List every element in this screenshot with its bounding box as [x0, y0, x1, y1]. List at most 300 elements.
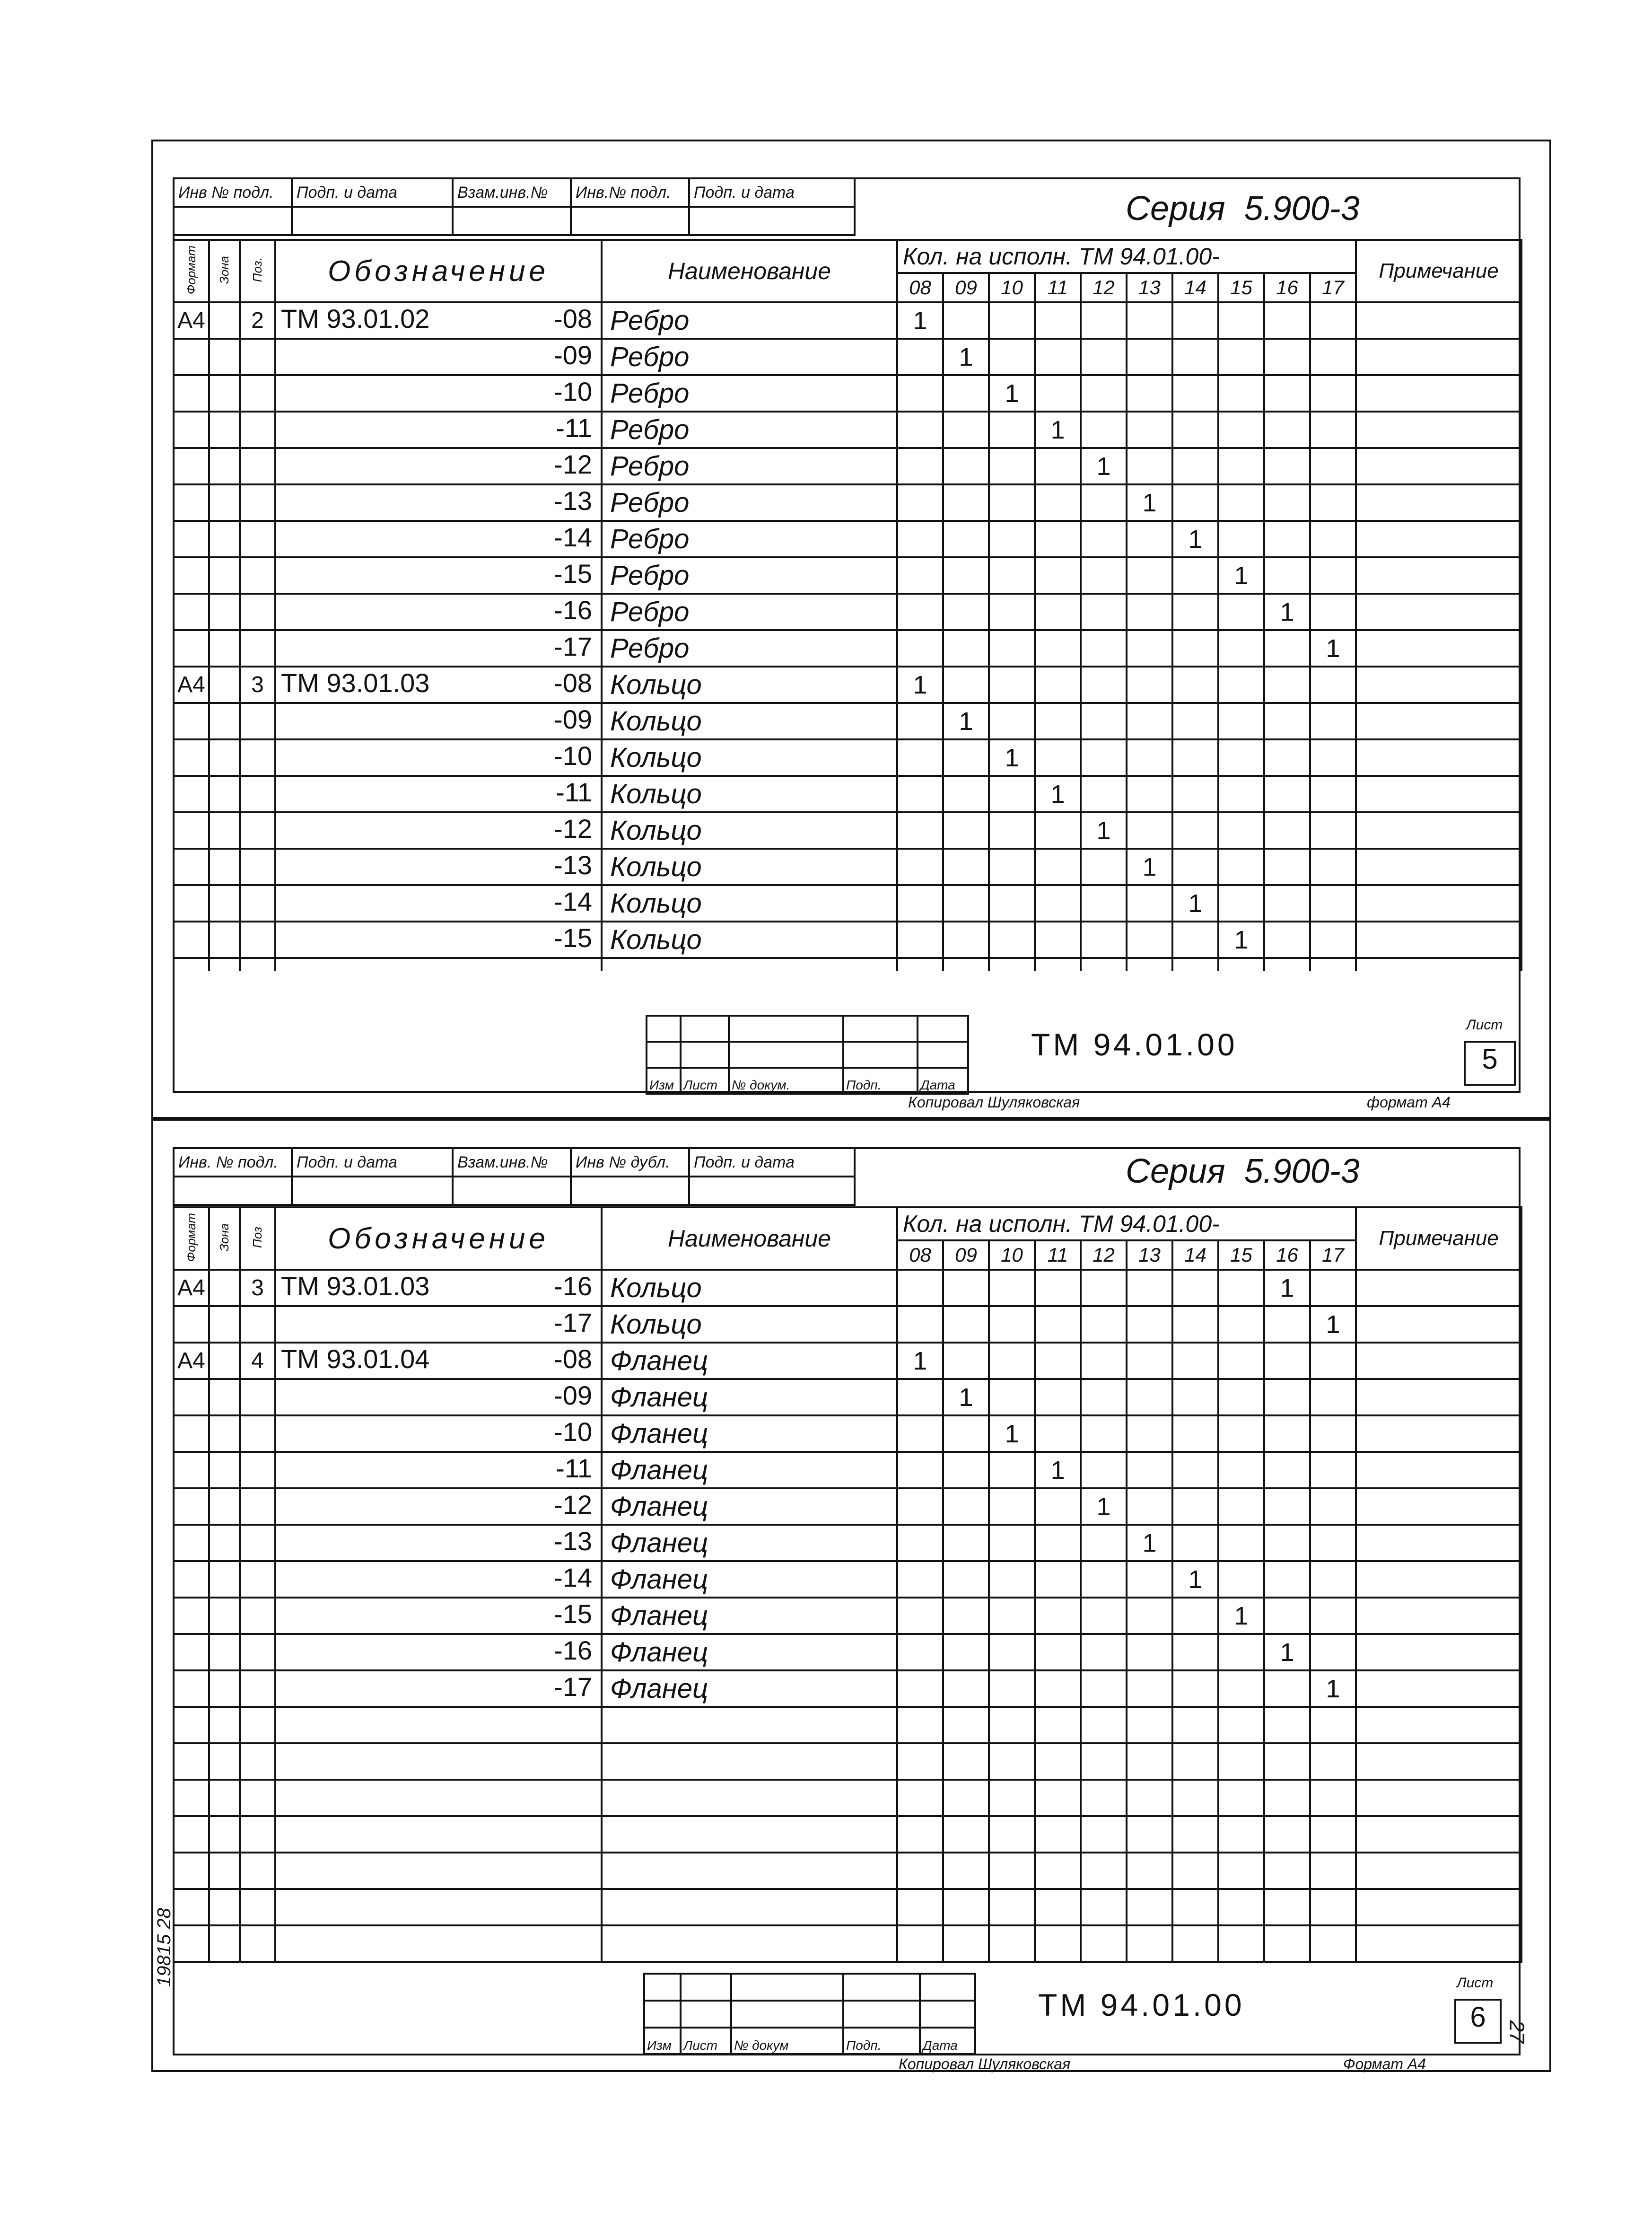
name-cell: Фланец: [602, 1452, 897, 1488]
empty-cell: [943, 1816, 989, 1853]
name-cell: Кольцо: [602, 849, 897, 885]
note-cell: [1356, 739, 1521, 776]
zone-cell: [209, 739, 240, 776]
format-cell: [174, 412, 209, 448]
designation-cell: [275, 339, 602, 375]
quantity-empty-cell: [1218, 521, 1264, 557]
quantity-empty-cell: [1081, 703, 1127, 739]
quantity-empty-cell: [1127, 922, 1172, 958]
quantity-empty-cell: [1264, 412, 1310, 448]
spec-row: [174, 1598, 1521, 1634]
designation-cell: [275, 1670, 602, 1707]
empty-cell: [1127, 1889, 1172, 1925]
variant-header: 11: [1035, 1240, 1081, 1270]
quantity-empty-cell: [1127, 448, 1172, 484]
quantity-empty-cell: [1127, 521, 1172, 557]
quantity-empty-cell: [1081, 1670, 1127, 1707]
designation-suffix: -12: [554, 449, 592, 479]
note-cell: [1356, 812, 1521, 849]
quantity-empty-cell: [1310, 703, 1356, 739]
quantity-empty-cell: [943, 1634, 989, 1670]
designation-cell: [275, 412, 602, 448]
variant-header: 12: [1081, 1240, 1127, 1270]
empty-cell: [897, 1743, 943, 1780]
quantity-empty-cell: [897, 1634, 943, 1670]
empty-cell: [1218, 1853, 1264, 1889]
position-cell: [240, 375, 275, 412]
name-cell: Ребро: [602, 557, 897, 594]
quantity-empty-cell: [1310, 667, 1356, 703]
format-cell: [174, 630, 209, 667]
position-cell: [240, 1634, 275, 1670]
note-cell: [1356, 1343, 1521, 1379]
quantity-empty-cell: [989, 1488, 1035, 1525]
quantity-empty-cell: [1081, 412, 1127, 448]
empty-cell: [1172, 1743, 1218, 1780]
designation-suffix: -12: [554, 814, 592, 843]
quantity-empty-cell: [1127, 594, 1172, 630]
position-cell: [240, 484, 275, 521]
quantity-empty-cell: [1172, 739, 1218, 776]
empty-cell: [275, 1889, 602, 1925]
quantity-empty-cell: [1172, 339, 1218, 375]
empty-cell: [1356, 1816, 1521, 1853]
col-header-designation: Обозначение: [275, 1207, 602, 1270]
quantity-empty-cell: [989, 1343, 1035, 1379]
zone-cell: [209, 1561, 240, 1598]
note-cell: [1356, 1270, 1521, 1306]
quantity-empty-cell: [897, 1488, 943, 1525]
tb-cell: № докум: [731, 2028, 843, 2054]
quantity-empty-cell: [1035, 448, 1081, 484]
empty-cell: [897, 1780, 943, 1816]
quantity-empty-cell: [1035, 339, 1081, 375]
col-header-note: Примечание: [1356, 240, 1521, 302]
filler-cell: [989, 958, 1035, 971]
series-label: Серия: [1126, 190, 1225, 228]
empty-cell: [1218, 1780, 1264, 1816]
quantity-empty-cell: [1081, 885, 1127, 922]
designation-suffix: -11: [556, 413, 592, 443]
spec-row: [174, 1561, 1521, 1598]
format-cell: [174, 1525, 209, 1561]
quantity-empty-cell: [1264, 1415, 1310, 1452]
empty-cell: [240, 1816, 275, 1853]
series-label: Серия: [1126, 1152, 1225, 1190]
quantity-empty-cell: [1172, 1270, 1218, 1306]
quantity-cell: 1: [1172, 521, 1218, 557]
position-cell: 4: [240, 1343, 275, 1379]
quantity-cell: 1: [1127, 849, 1172, 885]
position-cell: [240, 1525, 275, 1561]
quantity-empty-cell: [1127, 1670, 1172, 1707]
quantity-empty-cell: [1172, 594, 1218, 630]
quantity-empty-cell: [989, 1670, 1035, 1707]
name-cell: Фланец: [602, 1598, 897, 1634]
designation-cell: [275, 1452, 602, 1488]
position-cell: [240, 922, 275, 958]
spec-row: [174, 1343, 1521, 1379]
empty-cell: [1218, 1707, 1264, 1743]
quantity-empty-cell: [1310, 739, 1356, 776]
col-header-designation: Обозначение: [275, 240, 602, 302]
quantity-empty-cell: [1081, 1452, 1127, 1488]
sheet-1-title-code: ТМ 94.01.00: [1031, 1027, 1238, 1062]
note-cell: [1356, 375, 1521, 412]
designation-cell: [275, 812, 602, 849]
zone-cell: [209, 1270, 240, 1306]
position-cell: [240, 1415, 275, 1452]
quantity-empty-cell: [1218, 885, 1264, 922]
sheet-1-archive-header: [173, 177, 856, 236]
empty-row: [174, 1780, 1521, 1816]
variant-header: 16: [1264, 1240, 1310, 1270]
zone-cell: [209, 776, 240, 812]
position-cell: [240, 339, 275, 375]
quantity-empty-cell: [1127, 1415, 1172, 1452]
note-cell: [1356, 1488, 1521, 1525]
designation-cell: [275, 922, 602, 958]
quantity-empty-cell: [989, 630, 1035, 667]
quantity-empty-cell: [943, 812, 989, 849]
quantity-empty-cell: [943, 448, 989, 484]
quantity-empty-cell: [897, 375, 943, 412]
designation-base: ТМ 93.01.04: [281, 1344, 430, 1374]
empty-cell: [943, 1853, 989, 1889]
spec-row: [174, 1488, 1521, 1525]
name-cell: Ребро: [602, 339, 897, 375]
designation-cell: [275, 521, 602, 557]
quantity-empty-cell: [1264, 1525, 1310, 1561]
quantity-empty-cell: [1310, 922, 1356, 958]
quantity-empty-cell: [1127, 375, 1172, 412]
name-cell: Кольцо: [602, 1306, 897, 1343]
zone-cell: [209, 484, 240, 521]
quantity-empty-cell: [1127, 1561, 1172, 1598]
sheet-2-sheet-number: 6: [1454, 1999, 1502, 2044]
quantity-empty-cell: [1081, 594, 1127, 630]
filler-cell: [1035, 958, 1081, 971]
position-cell: [240, 739, 275, 776]
quantity-empty-cell: [1127, 302, 1172, 339]
quantity-empty-cell: [1127, 412, 1172, 448]
empty-cell: [1127, 1780, 1172, 1816]
quantity-empty-cell: [1035, 594, 1081, 630]
quantity-empty-cell: [1218, 375, 1264, 412]
col-header-name: Наименование: [602, 1207, 897, 1270]
archive-empty-cell: [453, 207, 571, 235]
col-header-note: Примечание: [1356, 1207, 1521, 1270]
note-cell: [1356, 849, 1521, 885]
quantity-empty-cell: [1081, 1634, 1127, 1670]
quantity-cell: 1: [1218, 557, 1264, 594]
note-cell: [1356, 922, 1521, 958]
quantity-empty-cell: [1264, 339, 1310, 375]
quantity-empty-cell: [943, 667, 989, 703]
empty-cell: [1035, 1853, 1081, 1889]
quantity-empty-cell: [1310, 1379, 1356, 1415]
archive-empty-cell: [689, 1177, 855, 1205]
position-cell: [240, 1379, 275, 1415]
name-cell: Фланец: [602, 1343, 897, 1379]
zone-cell: [209, 1525, 240, 1561]
position-cell: [240, 1561, 275, 1598]
quantity-empty-cell: [989, 1525, 1035, 1561]
name-cell: Фланец: [602, 1670, 897, 1707]
quantity-empty-cell: [989, 922, 1035, 958]
empty-cell: [943, 1889, 989, 1925]
archive-cell: Инв.№ подл.: [571, 178, 689, 207]
quantity-empty-cell: [1264, 1379, 1310, 1415]
quantity-empty-cell: [1035, 1598, 1081, 1634]
designation-suffix: -11: [556, 1453, 592, 1483]
variant-header: 16: [1264, 273, 1310, 302]
quantity-empty-cell: [1310, 448, 1356, 484]
note-cell: [1356, 302, 1521, 339]
archive-empty-cell: [292, 1177, 453, 1205]
quantity-empty-cell: [943, 1343, 989, 1379]
variant-header: 12: [1081, 273, 1127, 302]
name-cell: Ребро: [602, 630, 897, 667]
empty-cell: [602, 1780, 897, 1816]
quantity-empty-cell: [1218, 1488, 1264, 1525]
quantity-empty-cell: [1081, 1415, 1127, 1452]
position-cell: [240, 1306, 275, 1343]
empty-cell: [1127, 1743, 1172, 1780]
format-cell: А4: [174, 302, 209, 339]
designation-suffix: -16: [554, 1635, 592, 1665]
side-margin-note: 19815 28: [154, 1908, 175, 1987]
designation-suffix: -09: [554, 340, 592, 370]
spec-row: [174, 739, 1521, 776]
spec-row: [174, 630, 1521, 667]
name-cell: Ребро: [602, 375, 897, 412]
designation-suffix: -13: [554, 1526, 592, 1556]
quantity-empty-cell: [1264, 1306, 1310, 1343]
format-cell: [174, 739, 209, 776]
quantity-empty-cell: [897, 1270, 943, 1306]
spec-row: [174, 849, 1521, 885]
quantity-empty-cell: [1310, 776, 1356, 812]
sheet-2-title-block-grid: [643, 1973, 976, 2055]
quantity-empty-cell: [1127, 776, 1172, 812]
quantity-empty-cell: [943, 594, 989, 630]
empty-cell: [1127, 1816, 1172, 1853]
empty-cell: [1218, 1743, 1264, 1780]
quantity-empty-cell: [943, 1415, 989, 1452]
empty-cell: [174, 1853, 209, 1889]
empty-cell: [1081, 1816, 1127, 1853]
quantity-empty-cell: [1081, 922, 1127, 958]
quantity-empty-cell: [1081, 776, 1127, 812]
empty-cell: [209, 1780, 240, 1816]
sheet-1-series: [1126, 189, 1360, 228]
quantity-empty-cell: [1035, 1525, 1081, 1561]
quantity-empty-cell: [897, 1306, 943, 1343]
quantity-empty-cell: [1172, 1634, 1218, 1670]
empty-cell: [1218, 1889, 1264, 1925]
designation-base: ТМ 93.01.03: [281, 668, 430, 698]
quantity-empty-cell: [1127, 1598, 1172, 1634]
quantity-empty-cell: [1035, 922, 1081, 958]
designation-cell: [275, 1306, 602, 1343]
quantity-empty-cell: [1035, 302, 1081, 339]
empty-cell: [897, 1853, 943, 1889]
quantity-empty-cell: [1310, 557, 1356, 594]
empty-cell: [989, 1889, 1035, 1925]
format-cell: [174, 339, 209, 375]
quantity-empty-cell: [989, 521, 1035, 557]
empty-cell: [209, 1853, 240, 1889]
filler-cell: [174, 958, 209, 971]
designation-cell: [275, 1270, 602, 1306]
series-value: 5.900-3: [1244, 1152, 1360, 1190]
empty-cell: [1310, 1889, 1356, 1925]
quantity-empty-cell: [943, 776, 989, 812]
designation-suffix: -11: [556, 777, 592, 807]
quantity-empty-cell: [1172, 1670, 1218, 1707]
quantity-cell: 1: [1310, 1670, 1356, 1707]
empty-cell: [1356, 1707, 1521, 1743]
note-cell: [1356, 1598, 1521, 1634]
quantity-empty-cell: [1310, 302, 1356, 339]
quantity-empty-cell: [897, 448, 943, 484]
format-cell: [174, 521, 209, 557]
designation-cell: [275, 594, 602, 630]
format-cell: [174, 776, 209, 812]
quantity-empty-cell: [1172, 1452, 1218, 1488]
designation-suffix: -12: [554, 1490, 592, 1519]
sheet-2-spec-table: [173, 1206, 1522, 1963]
name-cell: Ребро: [602, 521, 897, 557]
quantity-empty-cell: [1035, 703, 1081, 739]
quantity-empty-cell: [1218, 302, 1264, 339]
quantity-empty-cell: [989, 1452, 1035, 1488]
quantity-empty-cell: [1310, 375, 1356, 412]
variant-header: 10: [989, 1240, 1035, 1270]
quantity-empty-cell: [943, 739, 989, 776]
designation-suffix: -15: [554, 923, 592, 953]
quantity-empty-cell: [1081, 484, 1127, 521]
quantity-empty-cell: [1035, 1561, 1081, 1598]
quantity-empty-cell: [1127, 1379, 1172, 1415]
col-header-zone: Зона: [209, 240, 240, 302]
quantity-cell: 1: [989, 375, 1035, 412]
quantity-empty-cell: [943, 375, 989, 412]
designation-suffix: -13: [554, 486, 592, 516]
designation-suffix: -16: [554, 595, 592, 625]
spec-row: [174, 448, 1521, 484]
quantity-empty-cell: [1035, 1670, 1081, 1707]
archive-cell: Инв. № подл.: [174, 1148, 292, 1177]
empty-cell: [275, 1816, 602, 1853]
quantity-empty-cell: [897, 739, 943, 776]
sheet-1-sheet-number: 5: [1464, 1041, 1516, 1086]
empty-cell: [602, 1707, 897, 1743]
quantity-empty-cell: [1035, 484, 1081, 521]
quantity-empty-cell: [1081, 1270, 1127, 1306]
format-cell: [174, 1379, 209, 1415]
name-cell: Ребро: [602, 594, 897, 630]
variant-header: 09: [943, 1240, 989, 1270]
quantity-empty-cell: [1035, 630, 1081, 667]
note-cell: [1356, 339, 1521, 375]
empty-cell: [1310, 1816, 1356, 1853]
variant-header: 09: [943, 273, 989, 302]
designation-cell: [275, 448, 602, 484]
variant-header: 10: [989, 273, 1035, 302]
name-cell: Фланец: [602, 1525, 897, 1561]
position-cell: [240, 885, 275, 922]
empty-cell: [897, 1816, 943, 1853]
name-cell: Кольцо: [602, 885, 897, 922]
note-cell: [1356, 630, 1521, 667]
quantity-empty-cell: [1218, 630, 1264, 667]
quantity-empty-cell: [1081, 1343, 1127, 1379]
empty-cell: [989, 1853, 1035, 1889]
zone-cell: [209, 922, 240, 958]
quantity-cell: 1: [989, 1415, 1035, 1452]
quantity-empty-cell: [1035, 1634, 1081, 1670]
position-cell: [240, 412, 275, 448]
quantity-empty-cell: [1310, 1270, 1356, 1306]
quantity-empty-cell: [1172, 1598, 1218, 1634]
filler-row: [174, 958, 1521, 971]
name-cell: Фланец: [602, 1379, 897, 1415]
name-cell: Ребро: [602, 412, 897, 448]
designation-suffix: -08: [554, 668, 592, 698]
quantity-empty-cell: [1218, 1561, 1264, 1598]
quantity-empty-cell: [989, 594, 1035, 630]
designation-cell: [275, 849, 602, 885]
quantity-empty-cell: [1081, 1598, 1127, 1634]
empty-cell: [240, 1743, 275, 1780]
corner-number: 27: [1505, 2020, 1529, 2044]
quantity-empty-cell: [943, 849, 989, 885]
zone-cell: [209, 448, 240, 484]
format-cell: [174, 448, 209, 484]
designation-base: ТМ 93.01.03: [281, 1271, 430, 1301]
quantity-empty-cell: [897, 339, 943, 375]
empty-cell: [1035, 1780, 1081, 1816]
designation-base: ТМ 93.01.02: [281, 304, 430, 334]
quantity-empty-cell: [1081, 521, 1127, 557]
quantity-empty-cell: [1081, 375, 1127, 412]
designation-suffix: -10: [554, 741, 592, 771]
filler-cell: [1127, 958, 1172, 971]
position-cell: [240, 1488, 275, 1525]
quantity-empty-cell: [1218, 1306, 1264, 1343]
empty-cell: [209, 1889, 240, 1925]
quantity-empty-cell: [1081, 667, 1127, 703]
empty-cell: [240, 1853, 275, 1889]
quantity-cell: 1: [1035, 412, 1081, 448]
zone-cell: [209, 630, 240, 667]
quantity-empty-cell: [1218, 1270, 1264, 1306]
quantity-cell: 1: [1127, 484, 1172, 521]
format-cell: [174, 484, 209, 521]
name-cell: Кольцо: [602, 703, 897, 739]
quantity-empty-cell: [989, 849, 1035, 885]
quantity-empty-cell: [943, 1452, 989, 1488]
quantity-empty-cell: [897, 1379, 943, 1415]
quantity-empty-cell: [897, 922, 943, 958]
quantity-empty-cell: [989, 448, 1035, 484]
archive-cell: Подп. и дата: [292, 178, 453, 207]
variant-header: 17: [1310, 273, 1356, 302]
tb-cell: Изм: [647, 1068, 681, 1094]
designation-suffix: -10: [554, 1417, 592, 1447]
